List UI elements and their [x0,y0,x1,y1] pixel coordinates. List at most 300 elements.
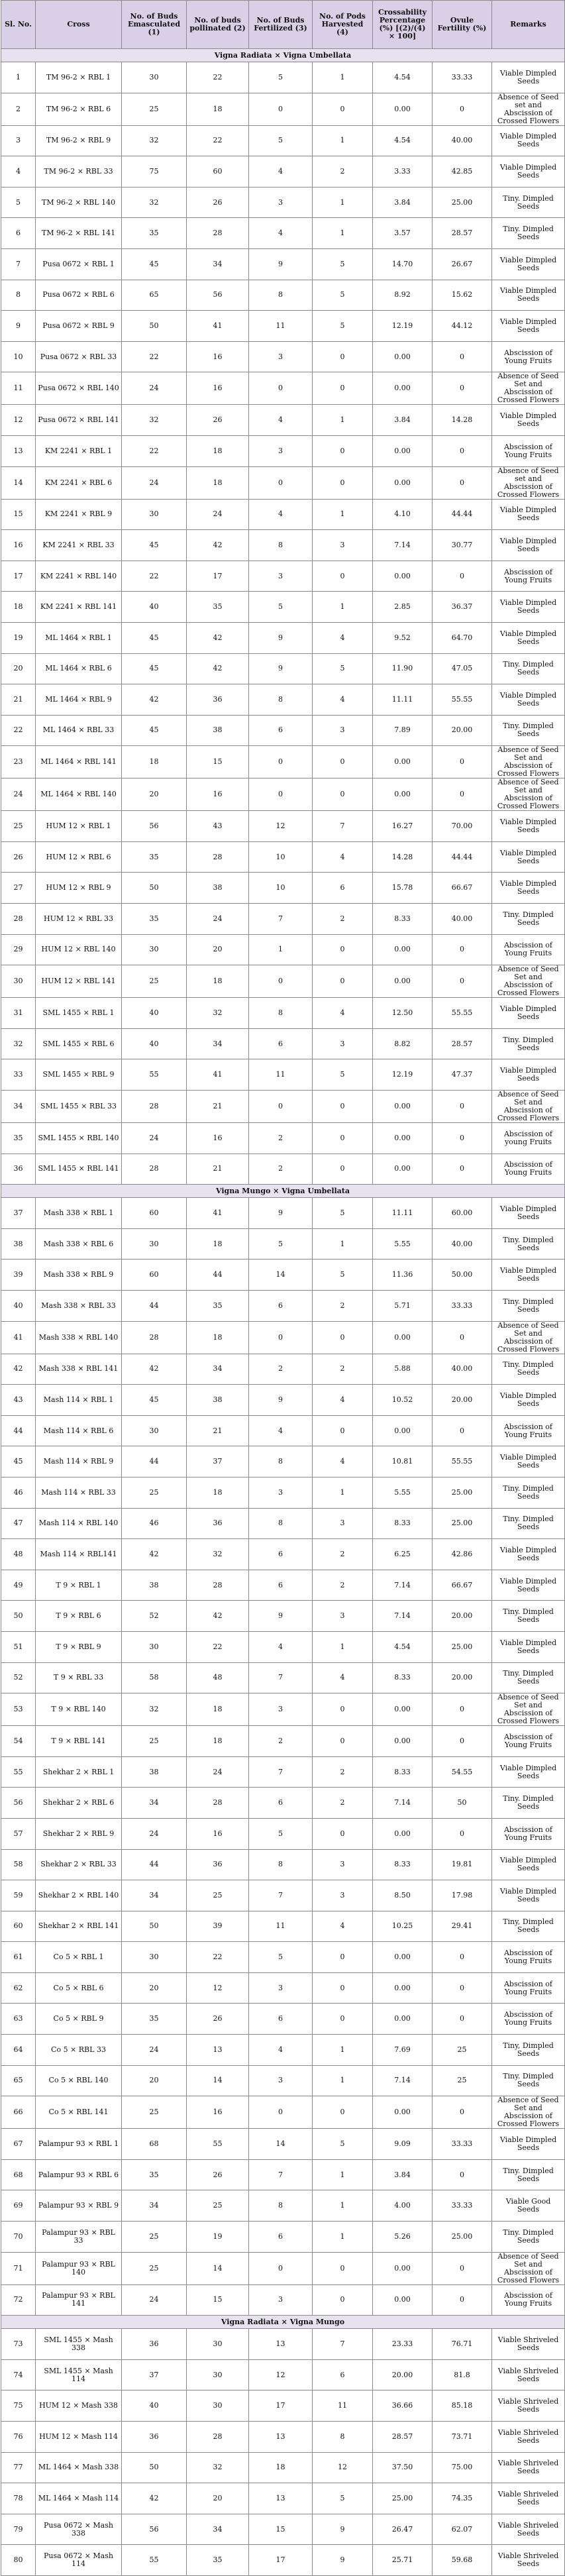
cell-pods-harvested: 0 [313,1091,373,1123]
cell-buds-emasculated: 45 [122,1385,187,1416]
cell-buds-fertilized: 2 [249,1154,313,1185]
table-row [1,2035,565,2066]
cell-cross: Palampur 93 × RBL 141 [36,2284,122,2316]
cell-ovule-fertility: 42.85 [433,156,492,188]
cell-sl-no: 10 [1,341,36,372]
cell-remarks: Viable Dimpled Seeds [492,1260,565,1291]
cell-ovule-fertility: 26.67 [433,248,492,280]
cell-buds-pollinated: 28 [187,1788,249,1819]
cell-sl-no: 66 [1,2096,36,2129]
cell-cross: SML 1455 × RBL 141 [36,1154,122,1185]
cell-pods-harvested: 1 [313,405,373,436]
table-row [1,1154,565,1185]
cell-buds-fertilized: 5 [249,592,313,623]
cell-remarks: Tiny. Dimpled Seeds [492,653,565,684]
cell-buds-emasculated: 22 [122,561,187,592]
cell-ovule-fertility: 33.33 [433,62,492,93]
cell-sl-no: 31 [1,998,36,1029]
cell-cross: Pusa 0672 × RBL 141 [36,405,122,436]
cell-sl-no: 64 [1,2035,36,2066]
cell-buds-fertilized: 1 [249,934,313,965]
cell-ovule-fertility: 50.00 [433,1260,492,1291]
cell-buds-pollinated: 43 [187,811,249,842]
cell-buds-fertilized: 6 [249,715,313,746]
cell-buds-fertilized: 4 [249,1631,313,1662]
cell-pods-harvested: 8 [313,2422,373,2453]
cell-buds-fertilized: 4 [249,499,313,530]
cell-sl-no: 43 [1,1385,36,1416]
table-row [1,1693,565,1726]
cell-buds-emasculated: 75 [122,156,187,188]
cell-cross: HUM 12 × RBL 1 [36,811,122,842]
cell-crossability: 0.00 [373,2004,433,2035]
cell-pods-harvested: 1 [313,125,373,156]
cell-buds-emasculated: 40 [122,592,187,623]
header-buds-fertilized: No. of Buds Fertilized (3) [249,1,313,49]
cell-crossability: 2.85 [373,592,433,623]
cell-cross: Co 5 × RBL 140 [36,2065,122,2096]
cell-sl-no: 58 [1,1849,36,1880]
cell-sl-no: 23 [1,746,36,778]
cell-pods-harvested: 9 [313,2514,373,2545]
cell-crossability: 5.55 [373,1228,433,1260]
cell-buds-emasculated: 25 [122,2096,187,2129]
cell-buds-pollinated: 16 [187,778,249,811]
cell-cross: Pusa 0672 × RBL 9 [36,311,122,342]
cell-cross: HUM 12 × RBL 6 [36,841,122,873]
cell-buds-pollinated: 22 [187,1631,249,1662]
cell-pods-harvested: 0 [313,561,373,592]
cell-cross: SML 1455 × RBL 1 [36,998,122,1029]
table-row [1,499,565,530]
cell-sl-no: 9 [1,311,36,342]
cell-cross: Shekhar 2 × RBL 140 [36,1880,122,1911]
table-row [1,1321,565,1354]
cell-buds-emasculated: 24 [122,1123,187,1154]
cell-crossability: 16.27 [373,811,433,842]
table-row [1,1198,565,1229]
cell-ovule-fertility: 0 [433,1818,492,1849]
cell-sl-no: 2 [1,93,36,125]
cell-sl-no: 48 [1,1539,36,1570]
cell-crossability: 4.54 [373,62,433,93]
cell-ovule-fertility: 54.55 [433,1756,492,1788]
cell-pods-harvested: 5 [313,248,373,280]
cell-ovule-fertility: 55.55 [433,1446,492,1477]
table-row [1,125,565,156]
cell-sl-no: 70 [1,2222,36,2253]
table-row [1,873,565,904]
cell-buds-fertilized: 8 [249,280,313,311]
table-row [1,653,565,684]
cell-ovule-fertility: 74.35 [433,2483,492,2514]
cell-buds-fertilized: 0 [249,466,313,499]
cell-buds-emasculated: 44 [122,1291,187,1322]
table-row [1,280,565,311]
cell-ovule-fertility: 25 [433,2035,492,2066]
table-row [1,466,565,499]
cell-crossability: 23.33 [373,2329,433,2360]
cell-buds-pollinated: 25 [187,1880,249,1911]
cell-buds-fertilized: 17 [249,2390,313,2422]
cell-cross: SML 1455 × RBL 33 [36,1091,122,1123]
cell-cross: TM 96-2 × RBL 33 [36,156,122,188]
cell-crossability: 0.00 [373,372,433,405]
table-row [1,1631,565,1662]
cell-buds-fertilized: 7 [249,1662,313,1693]
table-row [1,1849,565,1880]
cell-buds-fertilized: 0 [249,2252,313,2284]
cell-remarks: Viable Dimpled Seeds [492,998,565,1029]
cell-sl-no: 44 [1,1415,36,1446]
cell-sl-no: 57 [1,1818,36,1849]
cell-sl-no: 71 [1,2252,36,2284]
cell-crossability: 11.90 [373,653,433,684]
cell-buds-pollinated: 36 [187,684,249,716]
cell-buds-fertilized: 9 [249,1385,313,1416]
table-row [1,965,565,998]
cell-cross: SML 1455 × Mash 114 [36,2359,122,2390]
cell-buds-pollinated: 35 [187,592,249,623]
cell-buds-pollinated: 17 [187,561,249,592]
cell-crossability: 0.00 [373,2096,433,2129]
cell-crossability: 12.19 [373,1059,433,1091]
cell-buds-fertilized: 6 [249,1028,313,1059]
cell-remarks: Absence of Seed Set and Abscission of Crossed Flowers [492,1693,565,1726]
cell-buds-pollinated: 30 [187,2329,249,2360]
cell-remarks: Absence of Seed Set and Abscission of Crossed Flowers [492,2252,565,2284]
cell-cross: ML 1464 × RBL 33 [36,715,122,746]
cell-remarks: Tiny. Dimpled Seeds [492,1508,565,1539]
cell-sl-no: 32 [1,1028,36,1059]
cell-crossability: 7.89 [373,715,433,746]
section-title: Vigna Mungo × Vigna Umbellata [1,1185,565,1198]
cell-pods-harvested: 4 [313,1446,373,1477]
cell-buds-emasculated: 45 [122,715,187,746]
cell-crossability: 14.70 [373,248,433,280]
cell-pods-harvested: 1 [313,499,373,530]
cell-cross: Pusa 0672 × RBL 33 [36,341,122,372]
cell-pods-harvested: 4 [313,841,373,873]
table-row [1,1788,565,1819]
cell-remarks: Abscission of Young Fruits [492,1972,565,2004]
section-header-row [1,1185,565,1198]
cell-pods-harvested: 1 [313,2222,373,2253]
cell-cross: Pusa 0672 × Mash 338 [36,2514,122,2545]
cell-buds-emasculated: 60 [122,1198,187,1229]
cell-ovule-fertility: 15.62 [433,280,492,311]
table-row [1,2545,565,2576]
cell-remarks: Tiny. Dimpled Seeds [492,2065,565,2096]
cell-remarks: Viable Dimpled Seeds [492,684,565,716]
cell-crossability: 7.14 [373,2065,433,2096]
cell-buds-emasculated: 24 [122,2035,187,2066]
cell-buds-emasculated: 30 [122,1631,187,1662]
cell-pods-harvested: 3 [313,1508,373,1539]
cell-buds-pollinated: 48 [187,1662,249,1693]
cell-pods-harvested: 0 [313,746,373,778]
cell-pods-harvested: 5 [313,311,373,342]
cell-pods-harvested: 4 [313,1385,373,1416]
cell-crossability: 25.71 [373,2545,433,2576]
cell-cross: Palampur 93 × RBL 6 [36,2159,122,2190]
cell-cross: HUM 12 × RBL 140 [36,934,122,965]
cell-remarks: Abscission of young Fruits [492,1123,565,1154]
cell-sl-no: 73 [1,2329,36,2360]
cell-buds-fertilized: 7 [249,2159,313,2190]
cell-cross: Pusa 0672 × RBL 1 [36,248,122,280]
cell-cross: Co 5 × RBL 33 [36,2035,122,2066]
cell-remarks: Tiny. Dimpled Seeds [492,904,565,935]
cell-pods-harvested: 6 [313,2359,373,2390]
cell-buds-fertilized: 4 [249,156,313,188]
cell-remarks: Abscission of Young Fruits [492,1154,565,1185]
crossability-table [1,0,565,2576]
cell-buds-emasculated: 56 [122,811,187,842]
cell-ovule-fertility: 0 [433,561,492,592]
cell-crossability: 11.36 [373,1260,433,1291]
cell-sl-no: 55 [1,1756,36,1788]
cell-buds-pollinated: 38 [187,715,249,746]
cell-buds-emasculated: 55 [122,2545,187,2576]
cell-crossability: 8.33 [373,1662,433,1693]
cell-crossability: 3.84 [373,2159,433,2190]
cell-pods-harvested: 0 [313,93,373,125]
table-row [1,1972,565,2004]
cell-remarks: Viable Dimpled Seeds [492,841,565,873]
cell-crossability: 5.88 [373,1354,433,1385]
cell-remarks: Abscission of Young Fruits [492,1818,565,1849]
cell-buds-pollinated: 38 [187,873,249,904]
cell-cross: KM 2241 × RBL 140 [36,561,122,592]
cell-buds-pollinated: 44 [187,1260,249,1291]
cell-buds-fertilized: 3 [249,561,313,592]
cell-buds-emasculated: 22 [122,435,187,466]
cell-crossability: 5.26 [373,2222,433,2253]
cell-buds-fertilized: 8 [249,684,313,716]
cell-pods-harvested: 4 [313,684,373,716]
cell-buds-pollinated: 18 [187,1726,249,1757]
table-row [1,1028,565,1059]
cell-ovule-fertility: 20.00 [433,1662,492,1693]
cell-cross: Shekhar 2 × RBL 141 [36,1911,122,1942]
cell-cross: Mash 114 × RBL 33 [36,1477,122,1508]
cell-crossability: 0.00 [373,561,433,592]
table-row [1,1880,565,1911]
cell-sl-no: 21 [1,684,36,716]
cell-crossability: 7.14 [373,1788,433,1819]
cell-ovule-fertility: 0 [433,2159,492,2190]
cell-buds-pollinated: 26 [187,405,249,436]
cell-buds-pollinated: 16 [187,372,249,405]
cell-sl-no: 50 [1,1601,36,1632]
cell-crossability: 0.00 [373,778,433,811]
cell-pods-harvested: 1 [313,1631,373,1662]
cell-cross: HUM 12 × RBL 9 [36,873,122,904]
cell-buds-emasculated: 30 [122,934,187,965]
cell-ovule-fertility: 85.18 [433,2390,492,2422]
cell-crossability: 26.47 [373,2514,433,2545]
table-row [1,405,565,436]
cell-crossability: 11.11 [373,684,433,716]
cell-ovule-fertility: 25.00 [433,187,492,218]
cell-sl-no: 28 [1,904,36,935]
cell-ovule-fertility: 0 [433,1726,492,1757]
cell-pods-harvested: 0 [313,1321,373,1354]
cell-buds-fertilized: 8 [249,1446,313,1477]
cell-remarks: Tiny. Dimpled Seeds [492,218,565,249]
cell-sl-no: 16 [1,530,36,561]
cell-buds-emasculated: 24 [122,372,187,405]
cell-sl-no: 20 [1,653,36,684]
cell-crossability: 10.52 [373,1385,433,1416]
cell-buds-emasculated: 65 [122,280,187,311]
cell-buds-fertilized: 8 [249,1508,313,1539]
table-row [1,248,565,280]
cell-buds-fertilized: 3 [249,1693,313,1726]
cell-buds-pollinated: 18 [187,1477,249,1508]
cell-pods-harvested: 5 [313,653,373,684]
cell-remarks: Absence of Seed Set and Abscission of Crossed Flowers [492,1091,565,1123]
cell-ovule-fertility: 0 [433,2004,492,2035]
cell-pods-harvested: 0 [313,435,373,466]
cell-buds-fertilized: 6 [249,1539,313,1570]
cell-buds-emasculated: 42 [122,2483,187,2514]
cell-buds-pollinated: 15 [187,2284,249,2316]
header-buds-pollinated: No. of buds pollinated (2) [187,1,249,49]
cell-buds-pollinated: 56 [187,280,249,311]
cell-remarks: Viable Dimpled Seeds [492,311,565,342]
table-row [1,93,565,125]
cell-pods-harvested: 12 [313,2452,373,2483]
cell-remarks: Tiny. Dimpled Seeds [492,1601,565,1632]
cell-sl-no: 14 [1,466,36,499]
cell-remarks: Viable Dimpled Seeds [492,811,565,842]
cell-crossability: 0.00 [373,746,433,778]
cell-buds-emasculated: 55 [122,1059,187,1091]
cell-sl-no: 30 [1,965,36,998]
cell-buds-emasculated: 35 [122,904,187,935]
cell-cross: Mash 338 × RBL 6 [36,1228,122,1260]
cell-pods-harvested: 9 [313,2545,373,2576]
cell-remarks: Viable Dimpled Seeds [492,1446,565,1477]
cell-buds-emasculated: 58 [122,1662,187,1693]
cell-sl-no: 68 [1,2159,36,2190]
table-row [1,2422,565,2453]
cell-ovule-fertility: 17.98 [433,1880,492,1911]
cell-buds-emasculated: 37 [122,2359,187,2390]
cell-buds-fertilized: 4 [249,218,313,249]
cell-buds-fertilized: 12 [249,811,313,842]
cell-cross: T 9 × RBL 9 [36,1631,122,1662]
cell-pods-harvested: 5 [313,1260,373,1291]
cell-buds-fertilized: 10 [249,873,313,904]
cell-sl-no: 78 [1,2483,36,2514]
cell-buds-fertilized: 3 [249,1477,313,1508]
cell-sl-no: 67 [1,2129,36,2160]
cell-crossability: 15.78 [373,873,433,904]
cell-pods-harvested: 0 [313,1972,373,2004]
cell-ovule-fertility: 47.05 [433,653,492,684]
cell-buds-emasculated: 32 [122,125,187,156]
cell-sl-no: 19 [1,622,36,653]
cell-buds-emasculated: 22 [122,341,187,372]
cell-crossability: 7.14 [373,530,433,561]
cell-pods-harvested: 1 [313,2159,373,2190]
table-row [1,2514,565,2545]
cell-buds-fertilized: 9 [249,248,313,280]
cell-remarks: Viable Dimpled Seeds [492,1059,565,1091]
cell-ovule-fertility: 33.33 [433,2190,492,2222]
cell-crossability: 11.11 [373,1198,433,1229]
cell-cross: Co 5 × RBL 9 [36,2004,122,2035]
cell-ovule-fertility: 44.44 [433,499,492,530]
cell-crossability: 25.00 [373,2483,433,2514]
cell-ovule-fertility: 42.86 [433,1539,492,1570]
table-row [1,1385,565,1416]
cell-sl-no: 40 [1,1291,36,1322]
cell-ovule-fertility: 29.41 [433,1911,492,1942]
cell-remarks: Viable Shriveled Seeds [492,2545,565,2576]
cell-sl-no: 35 [1,1123,36,1154]
cell-buds-pollinated: 18 [187,1693,249,1726]
cell-pods-harvested: 2 [313,1539,373,1570]
cell-cross: Shekhar 2 × RBL 33 [36,1849,122,1880]
cell-pods-harvested: 3 [313,1601,373,1632]
cell-sl-no: 7 [1,248,36,280]
cell-buds-emasculated: 42 [122,1354,187,1385]
cell-buds-pollinated: 42 [187,530,249,561]
cell-cross: ML 1464 × RBL 140 [36,778,122,811]
cell-remarks: Absence of Seed Set and Abscission of Crossed Flowers [492,746,565,778]
cell-cross: T 9 × RBL 140 [36,1693,122,1726]
cell-crossability: 28.57 [373,2422,433,2453]
table-row [1,1415,565,1446]
cell-buds-fertilized: 6 [249,2222,313,2253]
cell-sl-no: 8 [1,280,36,311]
cell-sl-no: 52 [1,1662,36,1693]
cell-cross: ML 1464 × Mash 114 [36,2483,122,2514]
cell-buds-fertilized: 6 [249,1570,313,1601]
cell-buds-pollinated: 13 [187,2035,249,2066]
cell-buds-fertilized: 6 [249,1788,313,1819]
cell-sl-no: 36 [1,1154,36,1185]
cell-buds-emasculated: 35 [122,841,187,873]
table-row [1,1091,565,1123]
table-row [1,341,565,372]
cell-ovule-fertility: 0 [433,2252,492,2284]
cell-buds-pollinated: 38 [187,1385,249,1416]
cell-crossability: 0.00 [373,2252,433,2284]
cell-cross: Co 5 × RBL 6 [36,1972,122,2004]
cell-ovule-fertility: 25.00 [433,1631,492,1662]
cell-sl-no: 33 [1,1059,36,1091]
cell-pods-harvested: 0 [313,1818,373,1849]
cell-buds-emasculated: 45 [122,653,187,684]
cell-ovule-fertility: 50 [433,1788,492,1819]
cell-crossability: 0.00 [373,466,433,499]
header-ovule-fertility: Ovule Fertility (%) [433,1,492,49]
cell-buds-fertilized: 0 [249,746,313,778]
cell-remarks: Tiny. Dimpled Seeds [492,1291,565,1322]
cell-buds-fertilized: 15 [249,2514,313,2545]
cell-ovule-fertility: 33.33 [433,2129,492,2160]
cell-crossability: 0.00 [373,1154,433,1185]
cell-pods-harvested: 1 [313,592,373,623]
table-row [1,1260,565,1291]
cell-pods-harvested: 5 [313,2129,373,2160]
cell-buds-emasculated: 44 [122,1446,187,1477]
